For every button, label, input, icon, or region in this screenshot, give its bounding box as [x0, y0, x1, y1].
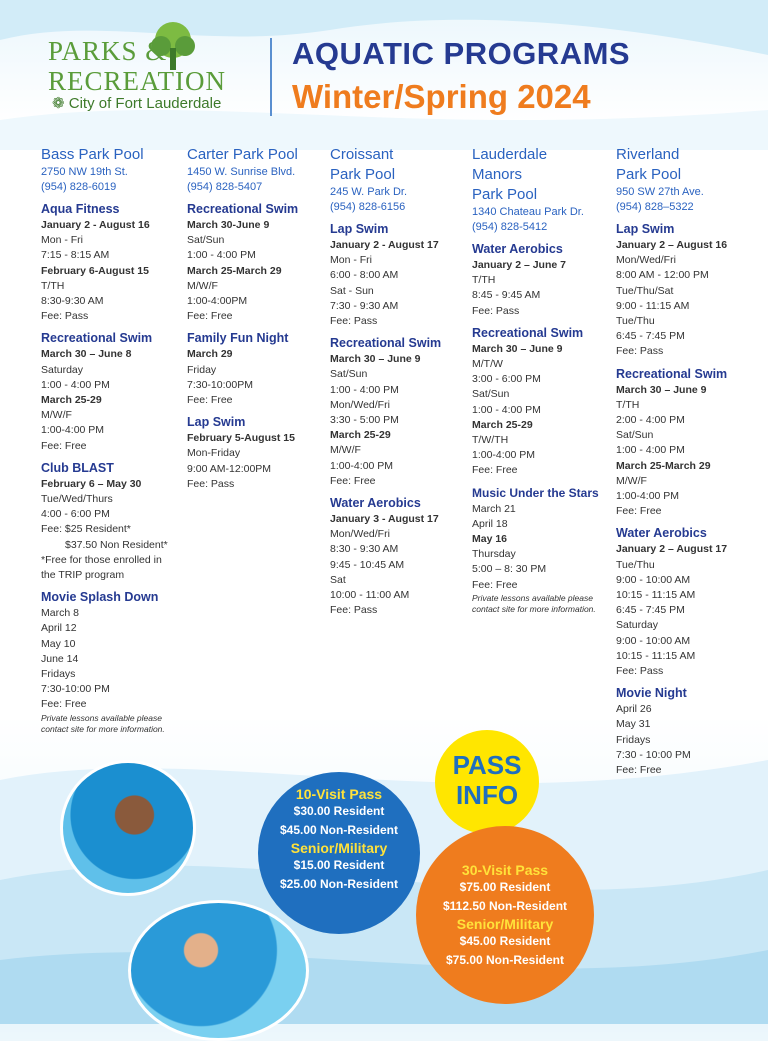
program-line: April 26: [616, 703, 652, 716]
program-fee: Fee: Pass: [616, 665, 664, 678]
program-fee: Fee: Free: [187, 310, 233, 323]
private-lessons-note: Private lessons available please: [472, 592, 593, 603]
program-date: March 29: [187, 348, 233, 361]
pass-title: 10-Visit Pass: [295, 786, 383, 802]
pass-price: $15.00 Resident: [293, 858, 385, 872]
header-divider: [270, 38, 272, 116]
private-lessons-note: contact site for more information.: [472, 603, 596, 614]
pool-address: 1450 W. Sunrise Blvd.: [187, 166, 296, 178]
program-date: January 2 – June 7: [472, 259, 566, 271]
program-date: February 6-August 15: [41, 264, 149, 277]
program-date: January 2 - August 16: [41, 219, 150, 231]
program-line: April 18: [472, 517, 508, 530]
program-line: T/TH: [41, 279, 65, 292]
page-subtitle: Winter/Spring 2024: [292, 78, 591, 115]
program-line: M/W/F: [41, 409, 72, 422]
program-title: Music Under the Stars: [472, 485, 599, 500]
program-line: 7:30-10:00 PM: [41, 683, 110, 696]
program-date: May 16: [472, 533, 508, 546]
pass-info-line-1: PASS: [452, 750, 522, 780]
program-line: 2:00 - 4:00 PM: [616, 414, 685, 427]
30-visit-pass-circle: [416, 826, 594, 1004]
program-line: 6:45 - 7:45 PM: [616, 604, 685, 617]
program-line: 3:00 - 6:00 PM: [472, 373, 541, 386]
program-line: 1:00 - 4:00 PM: [472, 403, 541, 416]
program-title: Recreational Swim: [41, 331, 153, 346]
program-line: April 12: [41, 622, 77, 635]
program-fee: Fee: Free: [616, 764, 662, 777]
pool-name: Park Pool: [330, 166, 396, 183]
program-title: Lap Swim: [616, 222, 675, 236]
program-title: Recreational Swim: [472, 325, 584, 340]
program-title: Movie Splash Down: [41, 590, 159, 605]
program-line: Mon - Fri: [330, 254, 372, 267]
program-line: 10:15 - 11:15 AM: [616, 589, 696, 602]
private-lessons-note: contact site for more information.: [41, 723, 165, 734]
program-date: February 6 – May 30: [41, 477, 142, 490]
pool-name: Manors: [472, 166, 523, 183]
program-line: 1:00-4:00 PM: [472, 449, 536, 462]
program-line: Mon/Wed/Fri: [330, 528, 390, 541]
program-line: Tue/Thu: [616, 558, 655, 571]
program-line: 10:00 - 11:00 AM: [330, 589, 410, 602]
program-line: Fridays: [41, 668, 76, 681]
program-fee: Fee: $25 Resident*: [41, 523, 131, 536]
program-title: Recreational Swim: [616, 366, 728, 381]
program-line: 1:00 - 4:00 PM: [616, 444, 685, 457]
program-line: March 21: [472, 502, 516, 515]
program-line: 8:00 AM - 12:00 PM: [616, 269, 709, 282]
parks-recreation-logo: [48, 20, 253, 120]
column-riverland-park: [616, 145, 764, 778]
program-line: 1:00-4:00 PM: [41, 424, 105, 437]
pass-price: $45.00 Non-Resident: [279, 823, 399, 837]
program-line: M/T/W: [472, 358, 503, 371]
leaf-icon: ❁: [52, 95, 65, 112]
program-line: 1:00-4:00PM: [187, 295, 248, 308]
pool-name: Lauderdale: [472, 146, 548, 163]
program-line: M/W/F: [187, 279, 218, 292]
program-line: 1:00-4:00 PM: [616, 490, 680, 503]
program-line: 1:00-4:00 PM: [330, 459, 394, 472]
program-date: January 2 - August 17: [330, 239, 439, 251]
pass-info-line-2: INFO: [455, 780, 519, 810]
pool-address: 2750 NW 19th St.: [41, 166, 128, 178]
program-line: June 14: [41, 652, 79, 665]
program-line: Sat - Sun: [330, 284, 374, 297]
program-line: Fridays: [616, 733, 651, 746]
program-line: *Free for those enrolled in: [41, 553, 162, 566]
program-line: T/TH: [472, 274, 496, 287]
program-fee: Fee: Free: [616, 505, 662, 518]
program-line: 7:15 - 8:15 AM: [41, 249, 110, 262]
10-visit-pass-circle: [258, 772, 420, 934]
program-fee: Fee: Free: [330, 474, 376, 487]
program-date: January 2 – August 17: [616, 543, 728, 556]
pool-name: Carter Park Pool: [187, 146, 298, 163]
program-line: 6:00 - 8:00 AM: [330, 269, 399, 282]
pool-address: 950 SW 27th Ave.: [616, 186, 704, 198]
program-line: Saturday: [41, 363, 84, 376]
program-line: 3:30 - 5:00 PM: [330, 414, 399, 427]
page-title: AQUATIC PROGRAMS: [292, 36, 631, 71]
logo-line-2: RECREATION: [48, 66, 226, 96]
pass-title: 30-Visit Pass: [461, 862, 549, 878]
logo-line-1: PARKS &: [48, 36, 168, 66]
program-date: March 30 – June 9: [472, 342, 563, 355]
program-title: Recreational Swim: [187, 202, 299, 216]
program-fee: Fee: Pass: [330, 604, 378, 617]
program-line: Sat/Sun: [330, 368, 368, 381]
program-line: M/W/F: [616, 474, 647, 487]
column-bass-park: [41, 145, 181, 735]
pass-info-badge: [435, 730, 539, 834]
program-line: 9:00 - 10:00 AM: [616, 634, 691, 647]
program-date: March 30 – June 9: [330, 353, 421, 366]
program-line: 5:00 – 8: 30 PM: [472, 563, 547, 576]
program-title: Recreational Swim: [330, 336, 442, 351]
program-line: 8:45 - 9:45 AM: [472, 289, 541, 302]
program-fee: Fee: Pass: [472, 304, 520, 317]
program-date: March 25-29: [472, 418, 533, 431]
program-date: March 30-June 9: [187, 219, 270, 231]
program-line: May 10: [41, 637, 76, 650]
pool-phone: (954) 828–5322: [616, 201, 694, 213]
program-date: January 3 - August 17: [330, 513, 439, 526]
program-line: Sat: [330, 573, 346, 586]
program-date: March 30 – June 9: [616, 383, 707, 396]
pool-name: Park Pool: [472, 186, 538, 203]
program-line: 9:00 AM-12:00PM: [187, 462, 272, 475]
program-line: Tue/Thu: [616, 315, 655, 328]
program-fee: Fee: Free: [41, 698, 87, 711]
pool-phone: (954) 828-5412: [472, 221, 548, 233]
program-line: Saturday: [616, 619, 659, 632]
program-fee: Fee: Free: [472, 464, 518, 477]
program-line: March 8: [41, 607, 79, 620]
program-line: Friday: [187, 363, 217, 376]
program-line: the TRIP program: [41, 569, 125, 582]
program-line: 8:30 - 9:30 AM: [330, 543, 399, 556]
pass-price: $25.00 Non-Resident: [279, 877, 399, 891]
program-title: Water Aerobics: [616, 526, 707, 541]
program-line: 4:00 - 6:00 PM: [41, 508, 110, 521]
private-lessons-note: Private lessons available please: [41, 712, 162, 723]
program-fee: Fee: Pass: [330, 315, 378, 328]
program-title: Club BLAST: [41, 460, 114, 475]
program-title: Family Fun Night: [187, 331, 289, 346]
program-title: Water Aerobics: [472, 242, 563, 256]
column-croissant-park: [330, 145, 470, 618]
program-fee: Fee: Free: [472, 578, 518, 591]
program-fee: Fee: Pass: [41, 310, 89, 323]
program-line: 7:30 - 9:30 AM: [330, 299, 399, 312]
program-title: Aqua Fitness: [41, 202, 120, 216]
pass-price: $75.00 Non-Resident: [445, 953, 565, 967]
pool-phone: (954) 828-5407: [187, 181, 263, 193]
program-line: 1:00 - 4:00 PM: [330, 383, 399, 396]
swimmer-boy-photo: [60, 760, 196, 896]
program-fee: Fee: Pass: [616, 345, 664, 358]
program-line: T/W/TH: [472, 434, 509, 447]
program-title: Lap Swim: [187, 415, 246, 430]
program-fee: Fee: Free: [187, 394, 233, 407]
program-line: Tue/Wed/Thurs: [41, 493, 113, 506]
program-line: May 31: [616, 718, 651, 731]
program-line: 6:45 - 7:45 PM: [616, 330, 685, 343]
program-line: Mon/Wed/Fri: [616, 254, 676, 267]
program-line: T/TH: [616, 398, 640, 411]
program-line: 7:30 - 10:00 PM: [616, 748, 691, 761]
pass-title: Senior/Military: [456, 916, 554, 932]
program-line: Sat/Sun: [616, 429, 654, 442]
program-line: M/W/F: [330, 444, 361, 457]
program-title: Lap Swim: [330, 222, 389, 236]
pass-price: $45.00 Resident: [459, 934, 551, 948]
program-date: March 30 – June 8: [41, 348, 132, 361]
program-line: Mon/Wed/Fri: [330, 398, 390, 411]
pool-phone: (954) 828-6019: [41, 181, 117, 193]
program-line: 1:00 - 4:00 PM: [41, 378, 110, 391]
program-title: Movie Night: [616, 686, 687, 701]
program-line: 9:00 - 10:00 AM: [616, 573, 691, 586]
program-line: 1:00 - 4:00 PM: [187, 249, 256, 262]
program-line: 10:15 - 11:15 AM: [616, 649, 696, 662]
column-carter-park: [187, 145, 327, 492]
program-date: March 25-March 29: [187, 264, 282, 277]
program-date: March 25-29: [41, 394, 102, 407]
pool-address: 245 W. Park Dr.: [330, 186, 408, 198]
program-line: 9:00 - 11:15 AM: [616, 299, 690, 312]
pass-price: $30.00 Resident: [293, 804, 385, 818]
program-fee: Fee: Free: [41, 439, 87, 452]
program-line: Tue/Thu/Sat: [616, 284, 674, 297]
program-line: Sat/Sun: [472, 388, 510, 401]
program-line: 8:30-9:30 AM: [41, 295, 104, 308]
water-aerobics-photo: [128, 900, 309, 1041]
pass-title: Senior/Military: [290, 840, 388, 856]
program-fee: $37.50 Non Resident*: [65, 538, 168, 551]
pool-name: Croissant: [330, 146, 394, 163]
program-line: Thursday: [472, 548, 516, 561]
program-line: 7:30-10:00PM: [187, 378, 253, 391]
program-fee: Fee: Pass: [187, 477, 235, 490]
pool-address: 1340 Chateau Park Dr.: [472, 206, 584, 218]
logo-city: ❁ City of Fort Lauderdale: [52, 95, 222, 112]
header: [0, 0, 768, 135]
program-line: Mon - Fri: [41, 234, 83, 247]
pass-price: $75.00 Resident: [459, 880, 551, 894]
pass-price: $112.50 Non-Resident: [442, 899, 568, 913]
program-line: 9:45 - 10:45 AM: [330, 558, 405, 571]
program-line: Sat/Sun: [187, 234, 225, 247]
pool-name: Bass Park Pool: [41, 146, 144, 163]
program-line: Mon-Friday: [187, 447, 241, 460]
pool-phone: (954) 828-6156: [330, 201, 406, 213]
program-title: Water Aerobics: [330, 496, 421, 511]
program-date: February 5-August 15: [187, 432, 295, 445]
logo-text: [48, 36, 226, 96]
program-date: March 25-March 29: [616, 459, 711, 472]
program-date: January 2 – August 16: [616, 239, 728, 251]
pool-name: Park Pool: [616, 166, 682, 183]
column-lauderdale-manors: [472, 145, 614, 615]
program-date: March 25-29: [330, 429, 391, 442]
pool-name: Riverland: [616, 146, 680, 163]
